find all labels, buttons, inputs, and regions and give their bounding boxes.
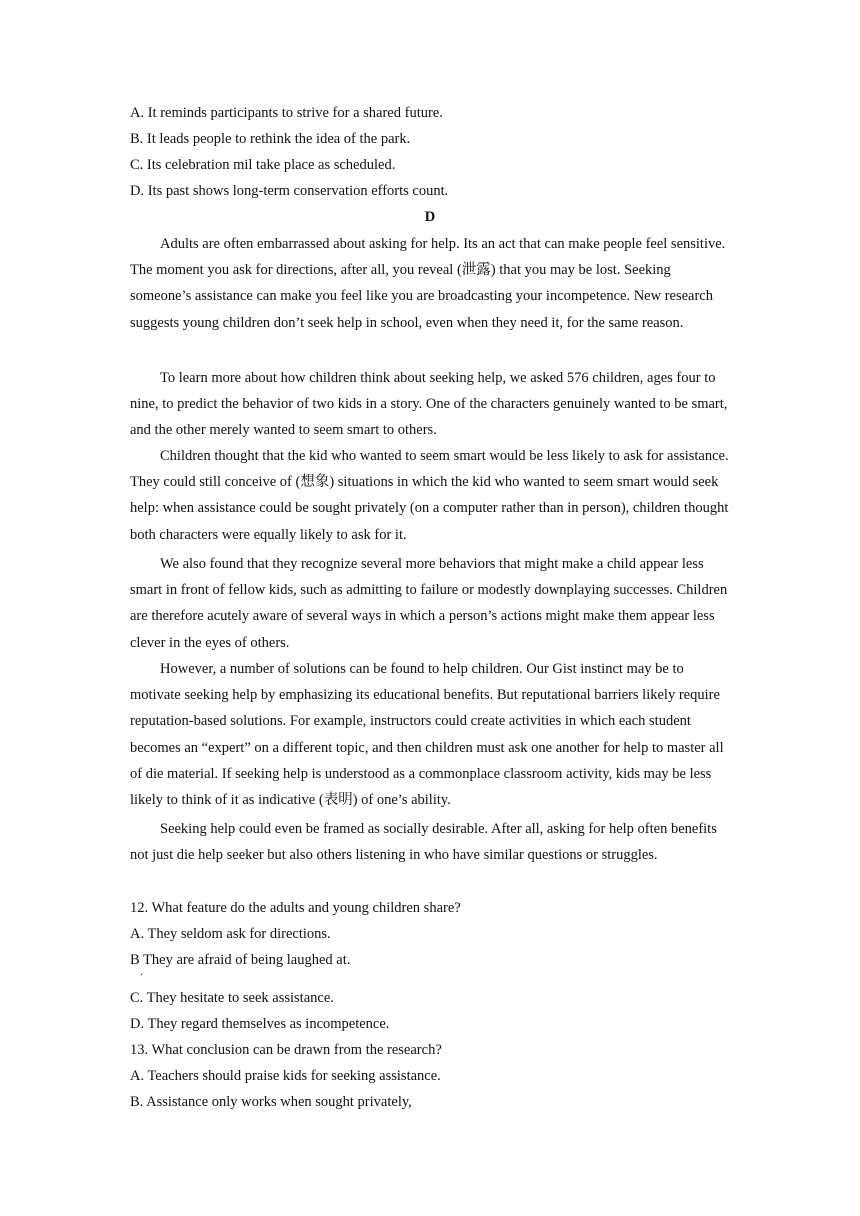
question-12-option-b: B They are afraid of being laughed at. [130, 952, 351, 968]
question-12-stem: 12. What feature do the adults and young children share? [130, 900, 461, 916]
passage-paragraph-3: Children thought that the kid who wanted to seem smart would be less likely to ask for assistance. They could still conceive of (想象) situations in which the kid who wanted to seem smart would seek help: when assistance could be sought privately (on a computer rather than in person), children thought both characters were equally likely to ask for it. [130, 448, 729, 543]
question-12-option-c: C. They hesitate to seek assistance. [130, 990, 334, 1006]
question-13-stem: 13. What conclusion can be drawn from the research? [130, 1042, 442, 1058]
option-d: D. Its past shows long-term conservation efforts count. [130, 183, 449, 199]
option-c: C. Its celebration mil take place as scheduled. [130, 157, 396, 173]
option-b: B. It leads people to rethink the idea of the park. [130, 131, 411, 147]
question-13-option-a: A. Teachers should praise kids for seeking assistance. [130, 1068, 441, 1084]
stray-mark: . [140, 964, 143, 978]
passage-paragraph-2: To learn more about how children think about seeking help, we asked 576 children, ages four to nine, to predict the behavior of two kids in a story. One of the characters genuinely wanted to be smart, and the other merely wanted to seem smart to others. [130, 370, 728, 439]
passage-paragraph-5: However, a number of solutions can be found to help children. Our Gist instinct may be to motivate seeking help by emphasizing its educational benefits. But reputational barriers likely require reputation-based solutions. For example, instructors could create activities in which each student becomes an “expert” on a different topic, and then children must ask one another for help to master all of die material. If seeking help is understood as a commonplace classroom activity, kids may be less likely to think of it as indicative (表明) of one’s ability. [130, 661, 724, 809]
option-a: A. It reminds participants to strive for a shared future. [130, 105, 443, 121]
passage-paragraph-4: We also found that they recognize several more behaviors that might make a child appear less smart in front of fellow kids, such as admitting to failure or modestly downplaying successes. Children are therefore acutely aware of several ways in which a person’s actions might make them appear less clever in the eyes of others. [130, 556, 728, 651]
question-12-option-d: D. They regard themselves as incompetence. [130, 1016, 390, 1032]
passage-paragraph-6: Seeking help could even be framed as socially desirable. After all, asking for help often benefits not just die help seeker but also others listening in who have similar questions or struggles. [130, 821, 717, 864]
passage-paragraph-1: Adults are often embarrassed about asking for help. Its an act that can make people feel sensitive. The moment you ask for directions, after all, you reveal (泄露) that you may be lost. Seeking someone’s assistance can make you feel like you are broadcasting your incompetence. New research suggests young children don’t seek help in school, even when they need it, for the same reason. [130, 236, 726, 331]
question-12-option-a: A. They seldom ask for directions. [130, 926, 331, 942]
question-13-option-b: B. Assistance only works when sought privately, [130, 1094, 412, 1110]
section-heading: D [424, 209, 436, 225]
